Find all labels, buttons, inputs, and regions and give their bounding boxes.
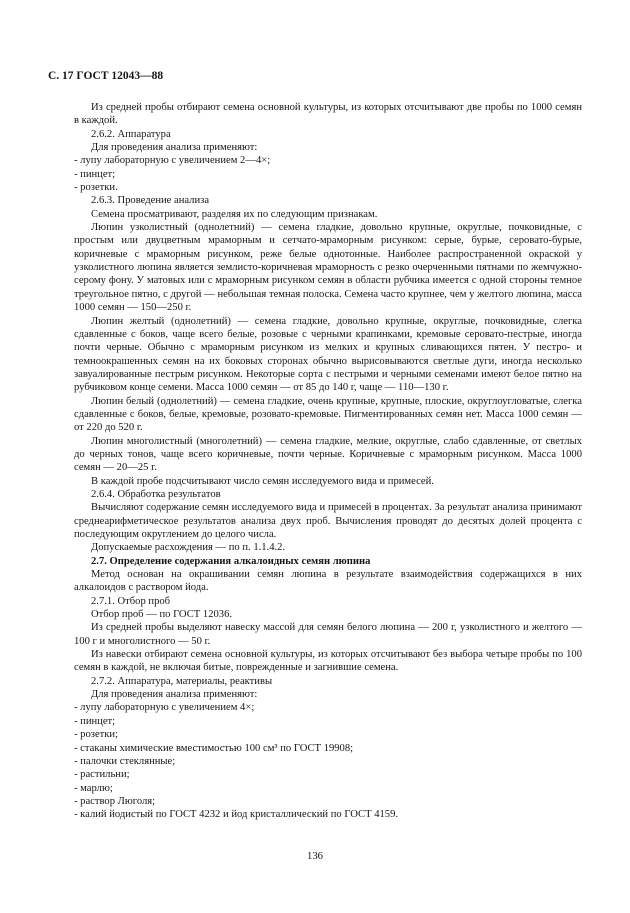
list-item: - розетки;	[74, 729, 119, 741]
list-item: - лупу лабораторную с увеличением 2—4×;	[74, 155, 271, 167]
paragraph: Для проведения анализа применяют:	[91, 689, 258, 701]
page-number: 136	[307, 851, 323, 862]
list-item: - пинцет;	[74, 715, 116, 727]
paragraph: Люпин узколистный (однолетний) — семена гладкие, довольно крупные, округлые, почковидные, с простым или двуцветным мраморным и сетчато-мраморным рисунком: серые, бурые, серовато-бурые, коричневые с мраморным рисунком, реже белые однотонные. Наиболее распространенной окраской у узколистного люпина является землисто-коричневая мраморность с резко очерченными пятнами по жемчужно-серому фону. У матовых или с мраморным рисунком семян в области рубчика имеется с одной стороны темное треугольное пятно, с другой — небольшая темная полоска. Семена часто крупнее, чем у желтого люпина, масса 1000 семян — 150—250 г.	[74, 222, 582, 314]
page-header: С. 17 ГОСТ 12043—88	[48, 70, 164, 82]
paragraph: Из средней пробы отбирают семена основной культуры, из которых отсчитывают две пробы по 1000 семян в каждой.	[74, 102, 582, 127]
paragraph: Из средней пробы выделяют навеску массой для семян белого люпина — 200 г, узколистного и желтого — 100 г и многолистного — 50 г.	[74, 622, 582, 647]
paragraph: Для проведения анализа применяют:	[91, 142, 258, 154]
paragraph: 2.6.2. Аппаратура	[91, 128, 171, 140]
list-item: - лупу лабораторную с увеличением 4×;	[74, 702, 255, 714]
paragraph: 2.6.3. Проведение анализа	[91, 195, 210, 207]
list-item: - палочки стеклянные;	[74, 755, 176, 767]
paragraph: Люпин желтый (однолетний) — семена гладкие, довольно крупные, округлые, почковидные, слегка сдавленные с боков, чаще всего белые, розовые с черными крапинками, кремовые серовато-пестрые, иногда почти черные. Обычно с мраморным рисунком из мелких и крупных сливающихся пятен. У пестро- и темноокрашенных семян на их боковых сторонах обычно вырисовываются светлые дуги, иногда несколько завуалированные пестрым рисунком. Некоторые сорта с пестрыми и черными семенами имеют белое пятно на рубчиковом конце семени. Масса 1000 семян — от 85 до 140 г, чаще — 110—130 г.	[74, 315, 582, 394]
paragraph: 2.6.4. Обработка результатов	[91, 488, 221, 500]
paragraph: Люпин белый (однолетний) — семена гладкие, очень крупные, крупные, плоские, округлоугловатые, слегка сдавленные с боков, белые, кремовые, розовато-кремовые. Пигментированных семян нет. Масса 1000 семян — от 220 до 520 г.	[74, 395, 582, 434]
list-item: - калий йодистый по ГОСТ 4232 и йод кристаллический по ГОСТ 4159.	[74, 809, 399, 821]
list-item: - пинцет;	[74, 168, 116, 180]
paragraph: Из навески отбирают семена основной культуры, из которых отсчитывают без выбора четыре пробы по 100 семян в каждой, не включая битые, поврежденные и загнившие семена.	[74, 649, 582, 674]
list-item: - раствор Люголя;	[74, 795, 156, 807]
paragraph: Люпин многолистный (многолетний) — семена гладкие, мелкие, округлые, слабо сдавленные, от светлых до черных тонов, чаще всего коричневые, почти черные. Коричневые с мраморным рисунком. Масса 1000 семян — 20—25 г.	[74, 435, 582, 474]
list-item: - марлю;	[74, 782, 113, 794]
paragraph: Семена просматривают, разделяя их по следующим признакам.	[91, 208, 378, 220]
list-item: - растильни;	[74, 769, 130, 781]
paragraph: В каждой пробе подсчитывают число семян исследуемого вида и примесей.	[91, 475, 434, 487]
list-item: - розетки.	[74, 182, 118, 194]
paragraph: Вычисляют содержание семян исследуемого вида и примесей в процентах. За результат анализа принимают среднеарифметическое результатов анализа двух проб. Вычисления проводят до десятых долей процента с последующим округлением до целого числа.	[74, 502, 582, 540]
document-body	[74, 101, 582, 822]
section-heading: 2.7. Определение содержания алкалоидных семян люпина	[91, 555, 371, 567]
paragraph: 2.7.2. Аппаратура, материалы, реактивы	[91, 675, 273, 687]
paragraph: Допускаемые расхождения — по п. 1.1.4.2.	[91, 542, 286, 554]
paragraph: 2.7.1. Отбор проб	[91, 595, 171, 607]
paragraph: Отбор проб — по ГОСТ 12036.	[91, 609, 233, 621]
paragraph: Метод основан на окрашивании семян люпина в результате взаимодействия содержащихся в них алкалоидов с раствором йода.	[74, 569, 582, 594]
list-item: - стаканы химические вместимостью 100 см³ по ГОСТ 19908;	[74, 742, 354, 754]
